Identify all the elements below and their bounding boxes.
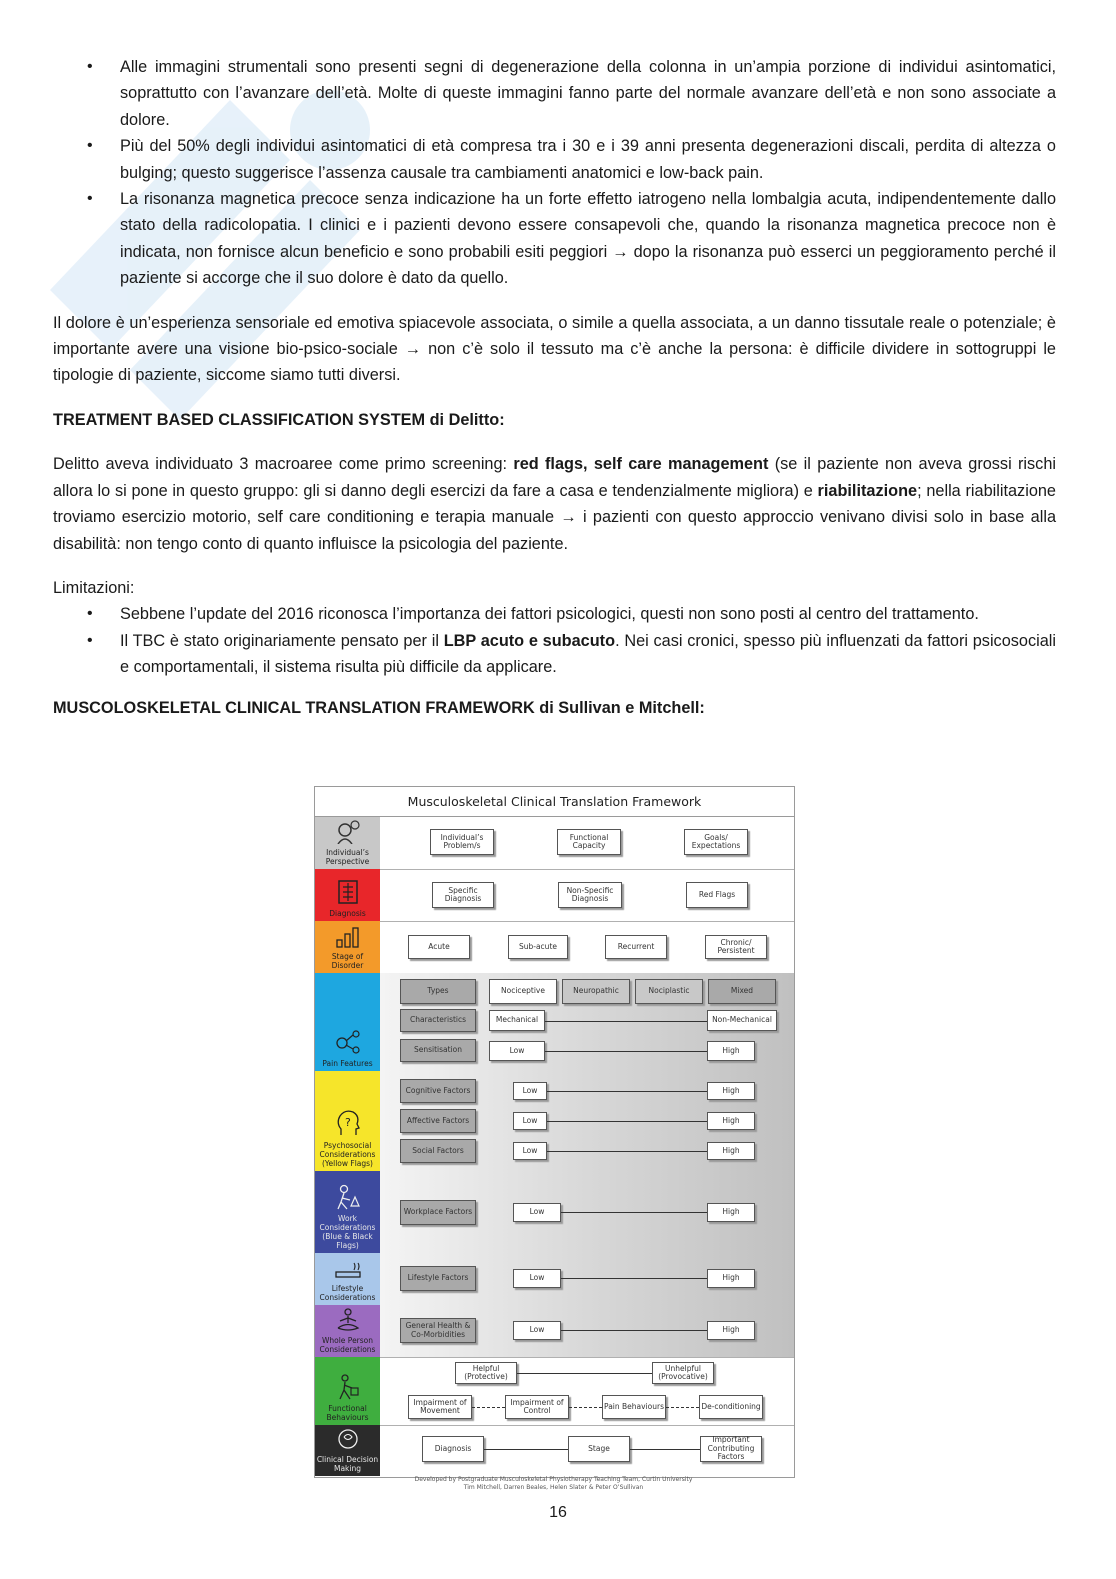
box-impairment-control: Impairment of Control [505, 1395, 569, 1419]
box-low: Low [513, 1082, 547, 1100]
row-label: Clinical Decision Making [315, 1425, 380, 1476]
row-label: Functional Behaviours [315, 1357, 380, 1425]
svg-text:?: ? [344, 1116, 351, 1129]
row-label: Lifestyle Considerations [315, 1253, 380, 1305]
bullet-item: • Alle immagini strumentali sono presenti segni di degenerazione della colonna in un’ampia porzione di individui asintomatici, soprattutto con l’avanzare dell’età. Molte di queste immagini fanno parte del normale avanzare dell’età e non sono associate a dolore. [53, 54, 1056, 133]
framework-figure [314, 786, 795, 1478]
box-workplace-factors: Workplace Factors [400, 1200, 476, 1225]
box-helpful: Helpful (Protective) [455, 1362, 517, 1384]
row-label: Stage of Disorder [315, 921, 380, 973]
cigarette-icon [334, 1262, 362, 1280]
box-low: Low [513, 1203, 561, 1222]
row-individual [315, 817, 794, 870]
box-low: Low [489, 1041, 545, 1061]
box-specific-diagnosis: Specific Diagnosis [432, 882, 494, 908]
box-high: High [707, 1142, 755, 1160]
connector-line [561, 1212, 707, 1213]
worker-icon [335, 1184, 361, 1210]
box-types: Types [400, 979, 476, 1004]
page-number: 16 [549, 1504, 567, 1521]
box-cognitive-factors: Cognitive Factors [400, 1079, 476, 1103]
box-characteristics: Characteristics [400, 1009, 476, 1032]
box-unhelpful: Unhelpful (Provocative) [652, 1362, 714, 1384]
box-acute: Acute [408, 935, 470, 959]
box-high: High [707, 1082, 755, 1100]
connector-line [630, 1449, 700, 1450]
box-social-factors: Social Factors [400, 1139, 476, 1163]
row-diagnosis [315, 869, 794, 922]
row-label: Pain Features [315, 973, 380, 1071]
box-high: High [707, 1112, 755, 1130]
box-nociplastic: Nociplastic [635, 979, 703, 1004]
row-clinical-decision [315, 1425, 794, 1476]
row-psychosocial [315, 1071, 794, 1172]
box-non-mechanical: Non-Mechanical [707, 1010, 777, 1031]
row-functional [315, 1357, 794, 1426]
row-lifestyle [315, 1253, 794, 1306]
box-non-specific-diagnosis: Non-Specific Diagnosis [558, 882, 622, 908]
paragraph-tbc: Delitto aveva individuato 3 macroaree come primo screening: red flags, self care management (se il paziente non aveva grossi rischi allora lo si pone in questo gruppo: gli si danno degli esercizi da fare a casa e tendenzialmente migliora) e riabilitazione; nella riabilitazione troviamo esercizio motorio, self care conditioning e terapia manuale → i pazienti con questo approccio venivano divisi solo in base alla disabilità: non tengo conto di quanto influisce la psicologia del paziente. [53, 455, 1056, 553]
framework-title: Musculoskeletal Clinical Translation Framework [315, 787, 794, 817]
row-label: Diagnosis [315, 869, 380, 921]
box-nociceptive: Nociceptive [489, 979, 557, 1004]
heading-tbc: TREATMENT BASED CLASSIFICATION SYSTEM di Delitto: [53, 410, 505, 429]
bullet-item: • Più del 50% degli individui asintomatici di età compresa tra i 30 e i 39 anni presenta degenerazioni discali, perdita di altezza o bulging; questo suggerisce l’assenza causale tra cambiamenti anatomici e low-back pain. [53, 133, 1056, 186]
box-affective-factors: Affective Factors [400, 1109, 476, 1133]
row-label: Individual’s Perspective [315, 817, 380, 869]
box-high: High [707, 1203, 755, 1222]
row-pain-features [315, 973, 794, 1072]
bullet-item: • La risonanza magnetica precoce senza indicazione ha un forte effetto iatrogeno nella lombalgia acuta, indipendentemente dallo stato della radicolopatia. I clinici e i pazienti devono essere consapevoli che, quando la risonanza magnetica precoce non è indicata, non fornisce alcun beneficio e sono probabili esiti peggiori → dopo la risonanza può esserci un peggioramento perché il paziente si accorge che il suo dolore è dato da quello. [53, 186, 1056, 292]
box-diagnosis: Diagnosis [422, 1436, 484, 1462]
box-red-flags: Red Flags [686, 882, 748, 908]
box-general-health: General Health & Co-Morbidities [400, 1318, 476, 1343]
lifting-person-icon [336, 1374, 360, 1400]
limitazioni-label: Limitazioni: [53, 578, 135, 597]
bullet-item: • Sebbene l’update del 2016 riconosca l’importanza dei fattori psicologici, questi non sono posti al centro del trattamento. [53, 601, 1056, 627]
nerve-network-icon [334, 1029, 362, 1055]
row-label: Work Considerations (Blue & Black Flags) [315, 1171, 380, 1253]
box-low: Low [513, 1142, 547, 1160]
box-individuals-problems: Individual’s Problem/s [430, 829, 494, 855]
box-functional-capacity: Functional Capacity [557, 829, 621, 855]
brain-head-icon [336, 1427, 360, 1451]
connector-line [547, 1121, 707, 1122]
box-low: Low [513, 1269, 561, 1288]
bullet-item: • Il TBC è stato originariamente pensato per il LBP acuto e subacuto. Nei casi cronici, spesso più influenzati da fattori psicosociali e comportamentali, il sistema risulta più difficile da applicare. [53, 628, 1056, 681]
connector-line [547, 1151, 707, 1152]
meditation-person-icon [335, 1308, 361, 1332]
box-stage: Stage [568, 1436, 630, 1462]
row-label: ? Psychosocial Considerations (Yellow Flags) [315, 1071, 380, 1171]
connector-line [517, 1373, 652, 1374]
box-neuropathic: Neuropathic [562, 979, 630, 1004]
row-work [315, 1171, 794, 1254]
box-high: High [707, 1269, 755, 1288]
box-mechanical: Mechanical [489, 1010, 545, 1031]
figure-credit: Developed by Postgraduate Musculoskeletal Physiotherapy Teaching Team, Curtin University Tim Mitchell, Darren Beales, Helen Slater & Peter O’Sullivan [414, 1476, 693, 1491]
box-recurrent: Recurrent [605, 935, 667, 959]
paragraph-pain: Il dolore è un’esperienza sensoriale ed emotiva spiacevole associata, o simile a quella associata, a un danno tissutale reale o potenziale; è importante avere una visione bio-psico-sociale → non c’è solo il tessuto ma c’è anche la persona: è difficile dividere in sottogruppi le tipologie di paziente, siccome siamo tutti diversi. [53, 313, 1056, 385]
person-speech-icon [335, 820, 361, 844]
box-impairment-movement: Impairment of Movement [408, 1395, 472, 1419]
row-whole-person [315, 1305, 794, 1358]
spine-xray-icon [337, 879, 359, 905]
box-sub-acute: Sub-acute [508, 935, 568, 959]
connector-line [545, 1051, 707, 1052]
connector-line [545, 1021, 707, 1022]
connector-line [547, 1091, 707, 1092]
connector-line [561, 1330, 707, 1331]
row-label: Whole Person Considerations [315, 1305, 380, 1357]
dashed-connector [472, 1407, 505, 1408]
row-stage [315, 921, 794, 974]
dashed-connector [569, 1407, 602, 1408]
dashed-connector [666, 1407, 699, 1408]
box-sensitisation: Sensitisation [400, 1039, 476, 1062]
connector-line [561, 1278, 707, 1279]
box-pain-behaviours: Pain Behaviours [602, 1395, 666, 1419]
box-high: High [707, 1041, 755, 1061]
box-mixed: Mixed [708, 979, 776, 1004]
box-important-contributing-factors: Important Contributing Factors [700, 1436, 762, 1462]
box-goals-expectations: Goals/ Expectations [684, 829, 748, 855]
box-low: Low [513, 1321, 561, 1340]
box-de-conditioning: De-conditioning [699, 1395, 763, 1419]
box-chronic-persistent: Chronic/ Persistent [705, 935, 767, 959]
heading-mctf: MUSCOLOSKELETAL CLINICAL TRANSLATION FRAMEWORK di Sullivan e Mitchell: [53, 698, 705, 717]
box-high: High [707, 1321, 755, 1340]
box-low: Low [513, 1112, 547, 1130]
bar-chart-icon [335, 926, 361, 948]
box-lifestyle-factors: Lifestyle Factors [400, 1266, 476, 1291]
connector-line [484, 1449, 568, 1450]
head-question-icon [335, 1109, 361, 1137]
